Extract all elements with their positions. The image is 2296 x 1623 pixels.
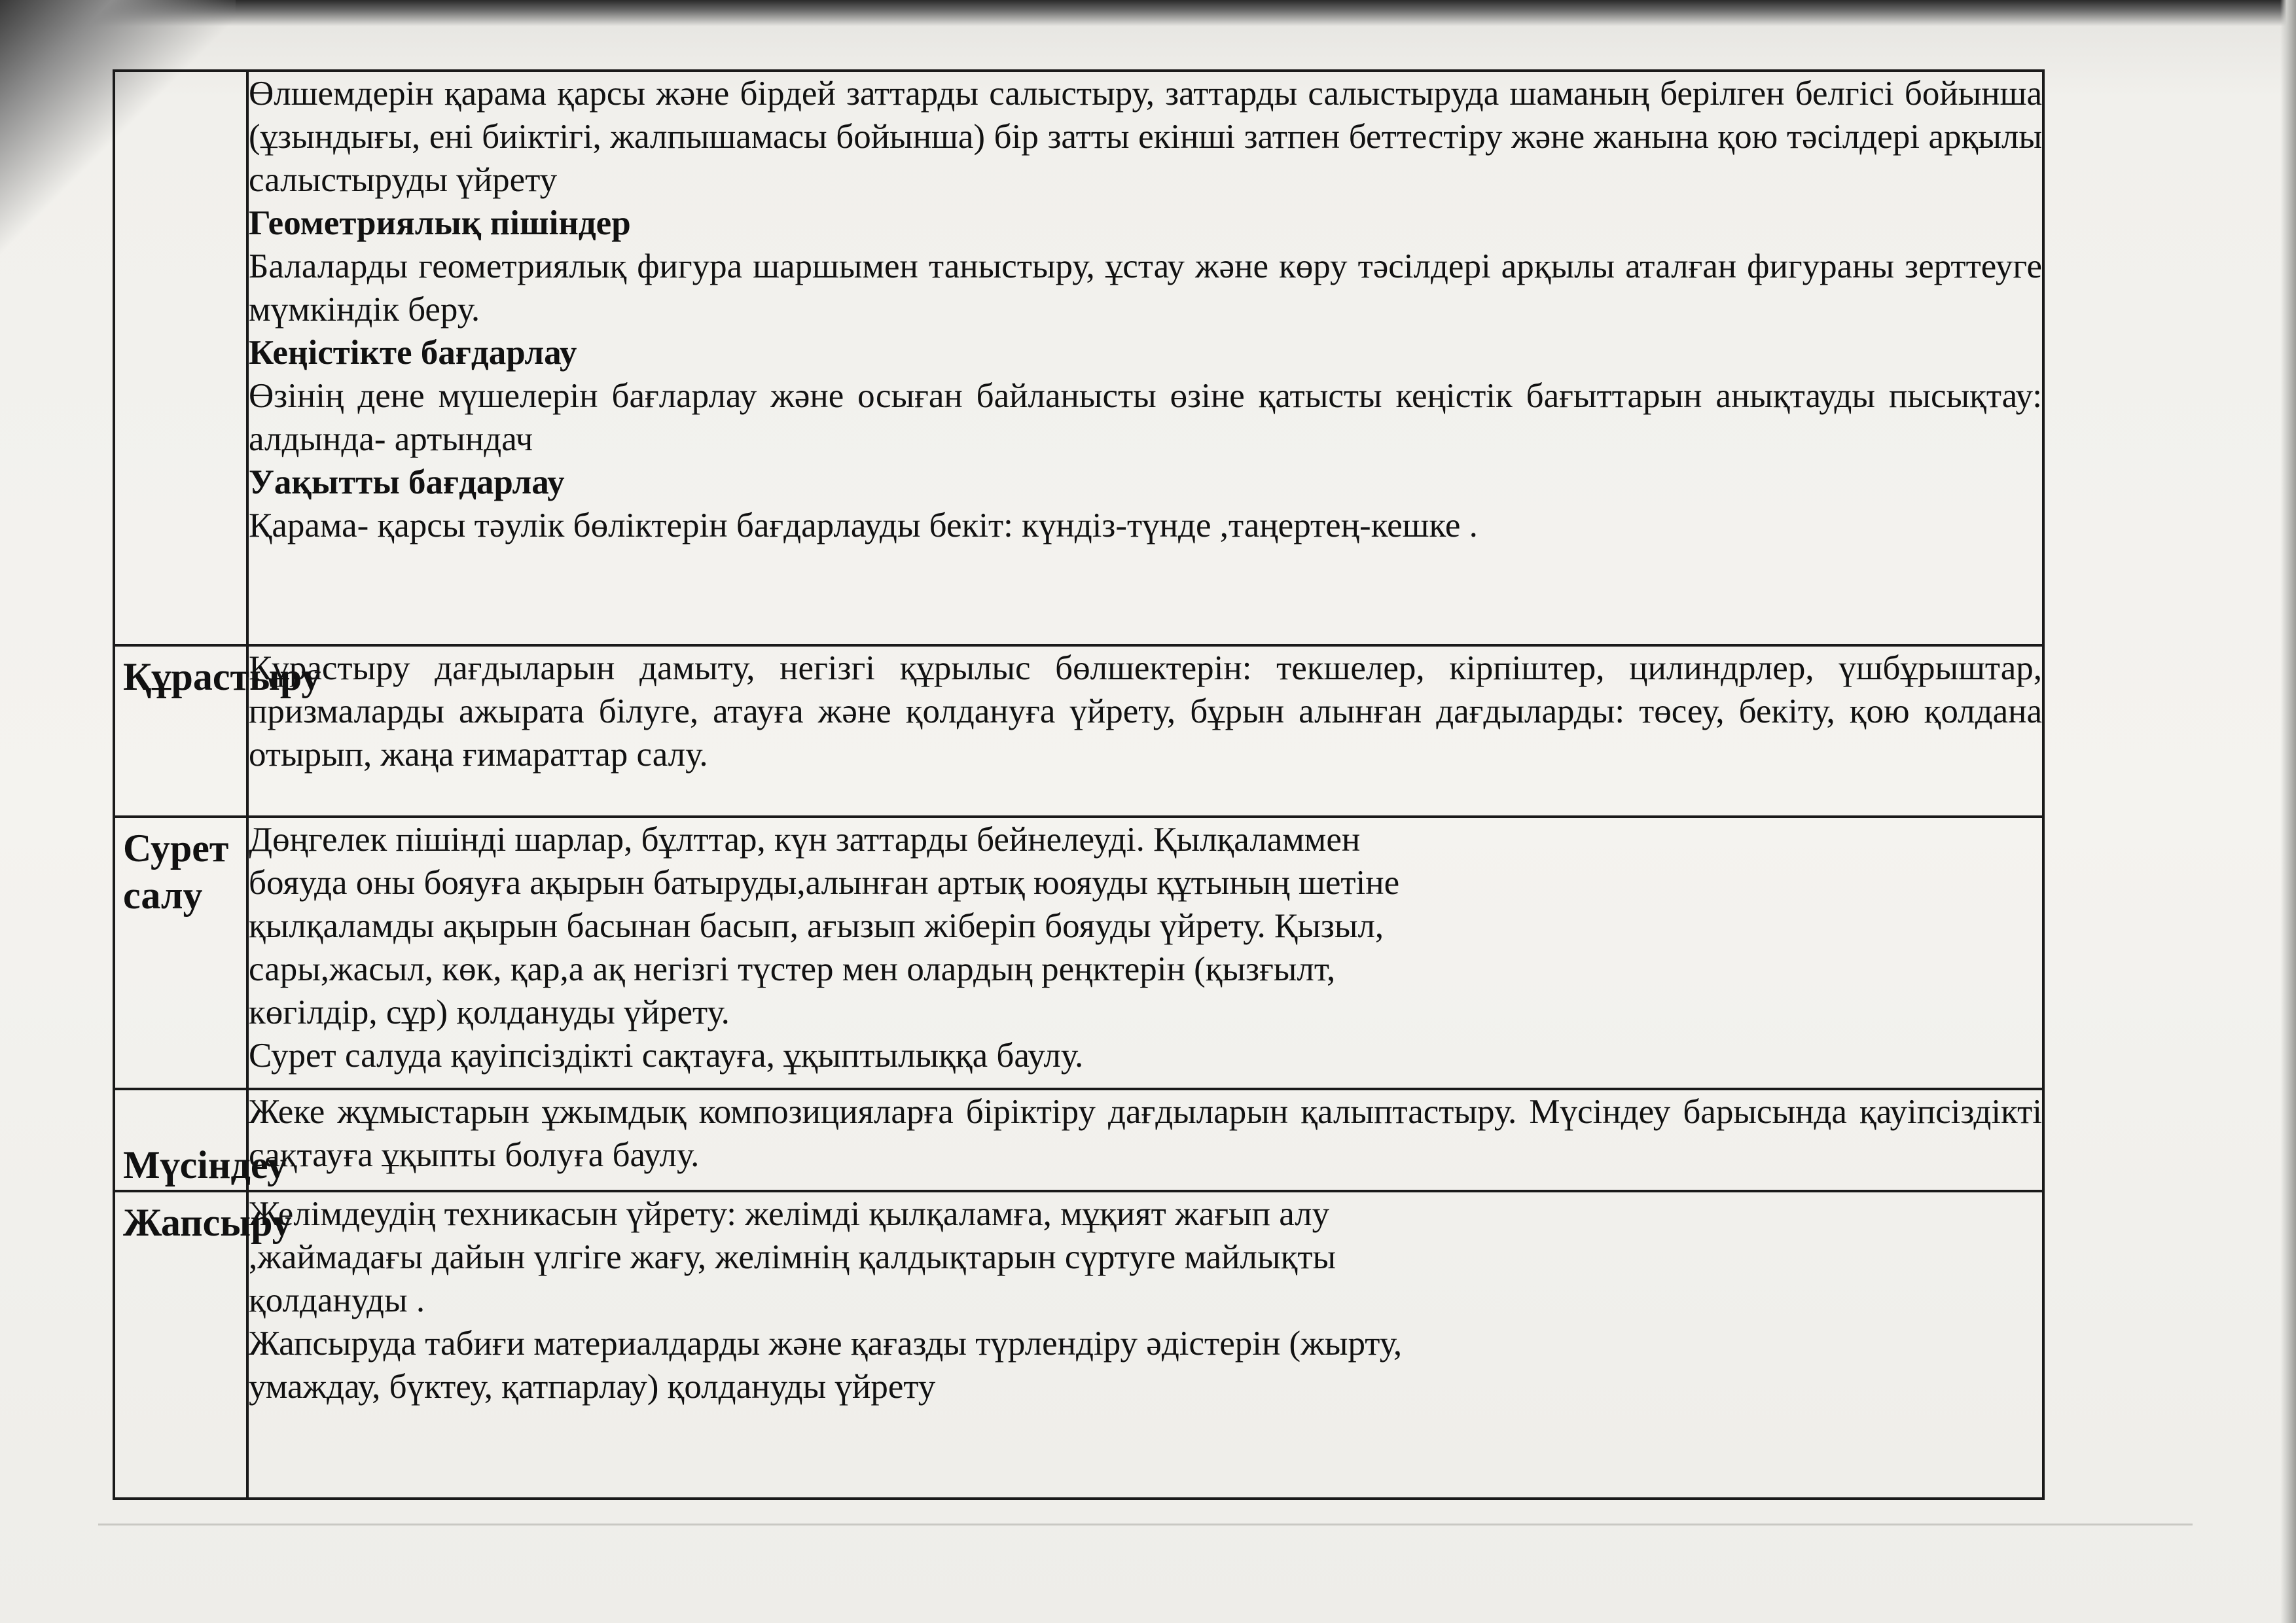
subject-cell [114, 1089, 287, 1191]
subject-cell [114, 817, 247, 1089]
section-heading: Кеңістікте бағдарлау [249, 334, 577, 372]
content-cell [247, 1191, 2043, 1499]
subject-label: Жапсыру [123, 1201, 292, 1244]
content-line: Жапсыруда табиғи материалдарды және қағазды түрлендіру әдістерін (жырту, [249, 1325, 1403, 1363]
table-row [114, 1191, 2043, 1499]
section-heading: Геометриялық пішіндер [249, 204, 631, 242]
content-cell [247, 817, 2043, 1089]
content-line: қылқаламды ақырын басынан басып, ағызып жіберіп бояуды үйрету. Қызыл, [249, 907, 1384, 945]
subject-cell [114, 71, 247, 645]
subject-cell [114, 1191, 292, 1499]
subject-label: Құрастыру [123, 655, 321, 698]
content-line: Дөңгелек пішінді шарлар, бұлттар, күн заттарды бейнелеуді. Қылқаламмен [249, 821, 1361, 859]
table-row [114, 645, 2043, 817]
content-paragraph: Жеке жұмыстарын ұжымдық композицияларға біріктіру дағдыларын қалыптастыру. Мүсіндеу барысында қауіпсіздікті сақтауға ұқыпты болуға баулу. [249, 1093, 2042, 1174]
content-line: Желімдеудің техникасын үйрету: желімді қылқаламға, мұқият жағып алу [249, 1195, 1330, 1233]
section-heading: Уақытты бағдарлау [249, 463, 565, 501]
subject-label: Мүсіндеу [123, 1143, 287, 1186]
content-paragraph: Өлшемдерін қарама қарсы және бірдей заттарды салыстыру, заттарды салыстыруда шаманың берілген белгісі бойынша (ұзындығы, ені биіктігі, жалпышамасы бойынша) бір затты екінші затпен беттестіру және жанына қою тәсілдері арқылы салыстыруды үйрету [249, 75, 2042, 199]
subject-cell [114, 645, 321, 817]
content-line: Сурет салуда қауіпсіздікті сақтауға, ұқыптылыққа баулу. [249, 1037, 1084, 1075]
content-cell [247, 71, 2043, 645]
content-line: қолдануды . [249, 1281, 425, 1319]
subject-label [115, 72, 246, 79]
content-line: бояуда оны бояуға ақырын батыруды,алынған артық юояуды құтының шетіне [249, 864, 1400, 902]
content-line: көгілдір, сұр) қолдануды үйрету. [249, 993, 730, 1031]
content-cell [247, 1089, 2043, 1191]
content-paragraph: Өзінің дене мүшелерін бағларлау және осыған байланысты өзіне қатысты кеңістік бағыттарын анықтауды пысықтау: алдында- артындач [249, 377, 2042, 458]
content-line: сары,жасыл, көк, қар,а ақ негізгі түстер мен олардың реңктерін (қызғылт, [249, 950, 1336, 988]
subject-label: Сурет салу [123, 827, 229, 917]
curriculum-table [113, 69, 2045, 1500]
content-cell [247, 645, 2043, 817]
content-paragraph: Қарама- қарсы тәулік бөліктерін бағдарлауды бекіт: күндіз-түнде ,таңертең-кешке . [249, 507, 1478, 544]
table-row [114, 71, 2043, 645]
content-line: умаждау, бүктеу, қатпарлау) қолдануды үйрету [249, 1368, 936, 1406]
table-row [114, 817, 2043, 1089]
scan-top-shadow [0, 0, 2296, 26]
content-paragraph: Құрастыру дағдыларын дамыту, негізгі құрылыс бөлшектерін: текшелер, кірпіштер, цилиндрлер, үшбұрыштар, призмаларды ажырата білуге, атауға және қолдануға үйрету, бұрын алынған дағдыларды: төсеу, бекіту, қою қолдана отырып, жаңа ғимараттар салу. [249, 649, 2042, 774]
table-row [114, 1089, 2043, 1191]
scan-right-edge [2280, 0, 2296, 1623]
content-paragraph: Балаларды геометриялық фигура шаршымен таныстыру, ұстау және көру тәсілдері арқылы аталған фигураны зерттеуге мүмкіндік беру. [249, 247, 2042, 329]
content-line: ,жаймадағы дайын үлгіге жағу, желімнің қалдықтарын сүртуге майлықты [249, 1238, 1336, 1276]
bottom-rule [98, 1524, 2193, 1525]
